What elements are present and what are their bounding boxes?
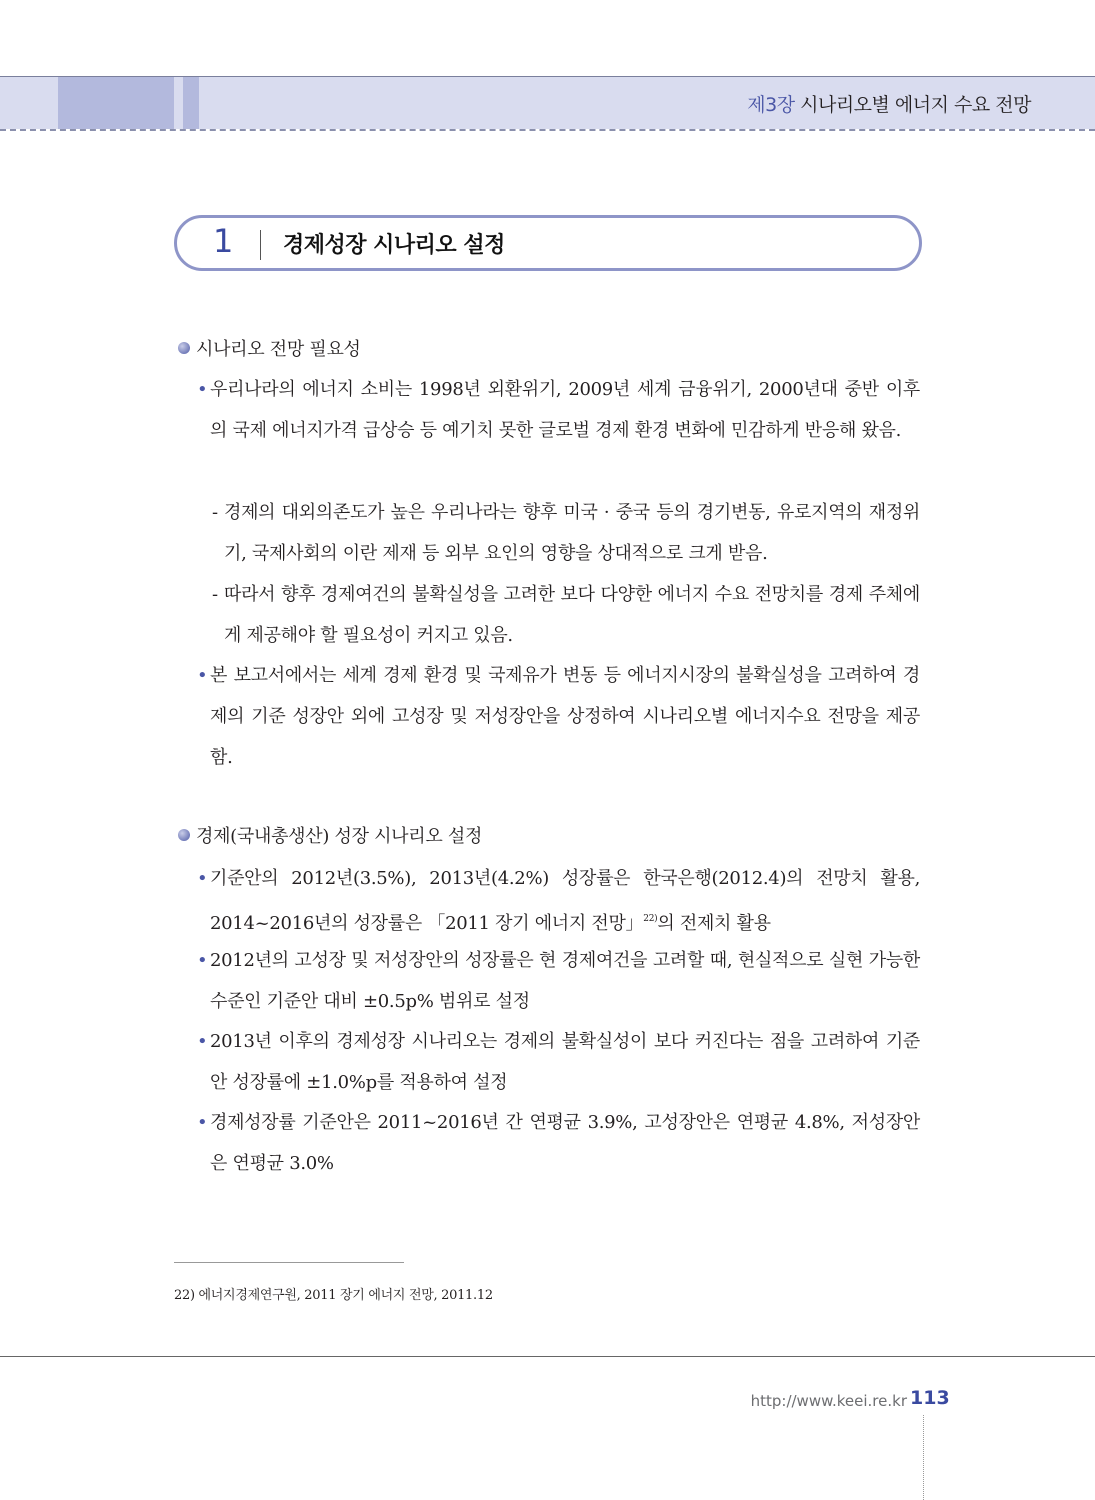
bullet-dot-icon [178, 829, 190, 841]
chapter-title [747, 90, 1031, 117]
bullet-marker: • [197, 379, 208, 400]
paragraph-text: 기준안의 2012년(3.5%), 2013년(4.2%) 성장률은 한국은행(2012.4)의 전망치 활용, 2014~2016년의 성장률은 「2011 장기 에너지 전망」 [210, 868, 920, 934]
footnote: 22) 에너지경제연구원, 2011 장기 에너지 전망, 2011.12 [174, 1288, 493, 1303]
paragraph-text: 본 보고서에서는 세계 경제 환경 및 국제유가 변동 등 에너지시장의 불확실성을 고려하여 경제의 기준 성장안 외에 고성장 및 저성장안을 상정하여 시나리오별 에너지수요 전망을 제공함. [210, 665, 920, 768]
header-decor-block [183, 77, 199, 129]
paragraph-text: 경제성장률 기준안은 2011~2016년 간 연평균 3.9%, 고성장안은 연평균 4.8%, 저성장안은 연평균 3.0% [210, 1112, 920, 1174]
block-heading [178, 337, 361, 363]
page-number: 113 [910, 1387, 950, 1409]
paragraph [197, 369, 920, 451]
sub-paragraph [212, 492, 920, 574]
paragraph [197, 1102, 920, 1184]
paragraph [197, 940, 920, 1022]
paragraph-text: 우리나라의 에너지 소비는 1998년 외환위기, 2009년 세계 금융위기, 2000년대 중반 이후의 국제 에너지가격 급상승 등 예기치 못한 글로벌 경제 환경 변화에 민감하게 반응해 왔음. [210, 379, 920, 441]
paragraph [197, 1021, 920, 1103]
section-number: 1 [213, 222, 234, 260]
section-divider [260, 230, 261, 260]
paragraph-text: 의 전제치 활용 [657, 913, 771, 934]
sub-paragraph-text: 경제의 대외의존도가 높은 우리나라는 향후 미국 · 중국 등의 경기변동, 유로지역의 재정위기, 국제사회의 이란 제재 등 외부 요인의 영향을 상대적으로 크게 받음. [224, 502, 920, 564]
header-decor-block [58, 77, 174, 129]
paragraph [197, 858, 920, 944]
section-title-box [174, 215, 922, 271]
block-heading-text: 경제(국내총생산) 성장 시나리오 설정 [196, 826, 483, 847]
paragraph-text: 2013년 이후의 경제성장 시나리오는 경제의 불확실성이 보다 커진다는 점을 고려하여 기준안 성장률에 ±1.0%p를 적용하여 설정 [210, 1031, 920, 1093]
header-dashed-rule [0, 129, 1095, 131]
dash-marker: - [212, 584, 218, 605]
section-title: 경제성장 시나리오 설정 [283, 233, 505, 258]
block-heading-text: 시나리오 전망 필요성 [196, 339, 361, 360]
bullet-marker: • [197, 1031, 208, 1052]
sub-paragraph [212, 574, 920, 656]
chapter-title-text: 시나리오별 에너지 수요 전망 [800, 94, 1031, 116]
sub-paragraph-text: 따라서 향후 경제여건의 불확실성을 고려한 보다 다양한 에너지 수요 전망치를 경제 주체에게 제공해야 할 필요성이 커지고 있음. [224, 584, 920, 646]
footer-rule [0, 1356, 1095, 1357]
bullet-marker: • [197, 665, 208, 686]
footnote-ref[interactable]: 22) [643, 914, 658, 924]
block-heading [178, 824, 482, 850]
bullet-dot-icon [178, 342, 190, 354]
bullet-marker: • [197, 950, 208, 971]
chapter-number: 제3장 [747, 94, 795, 116]
bullet-marker: • [197, 868, 208, 889]
footnote-rule [174, 1262, 404, 1263]
paragraph [197, 655, 920, 778]
bullet-marker: • [197, 1112, 208, 1133]
page-number-rule [923, 1415, 924, 1500]
paragraph-text: 2012년의 고성장 및 저성장안의 성장률은 현 경제여건을 고려할 때, 현실적으로 실현 가능한 수준인 기준안 대비 ±0.5p% 범위로 설정 [210, 950, 920, 1012]
dash-marker: - [212, 502, 218, 523]
footer-url-link[interactable]: http://www.keei.re.kr [750, 1392, 907, 1410]
